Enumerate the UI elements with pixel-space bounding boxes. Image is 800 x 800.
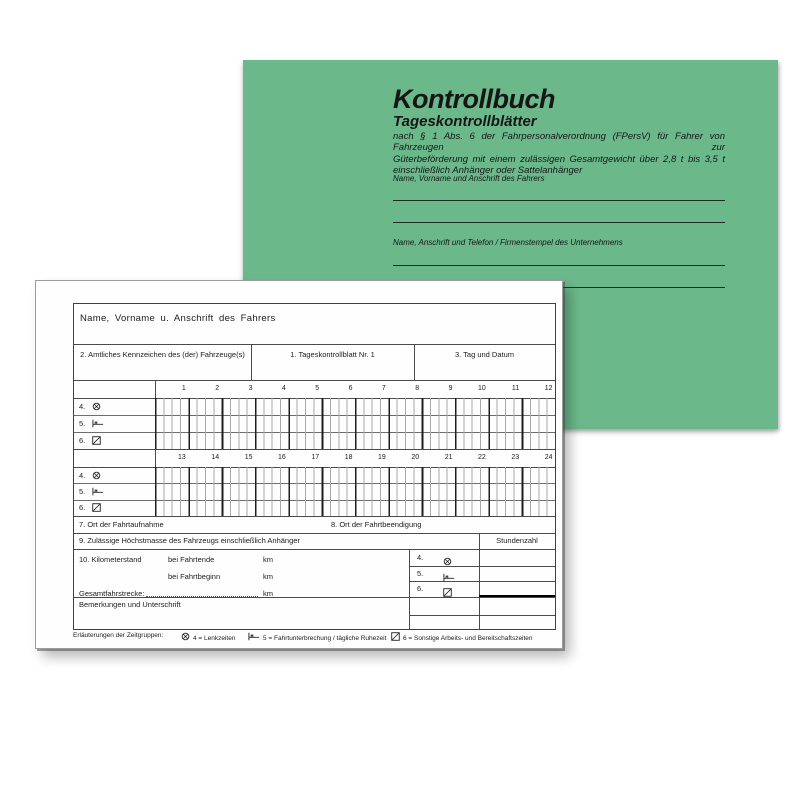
cover-driver-label: Name, Vorname und Anschrift des Fahrers [393,174,545,183]
time-row-label [74,483,155,499]
time-row-number: 5. [79,486,86,496]
time-row-number: 4. [79,470,86,480]
hour-tick-label: 6 [348,385,353,392]
hour-tick-label: 3 [248,385,253,392]
cover-description [393,131,725,177]
odometer-field-label: 10. Kilometerstand [79,555,142,564]
hour-tick-label: 14 [211,454,220,461]
hour-tick-label: 12 [544,385,553,392]
hour-tick-label: 23 [511,454,520,461]
time-row-number: 6. [79,503,86,513]
crossed-square-icon [391,632,400,641]
trip-start-field-label: 7. Ort der Fahrtaufnahme [79,520,164,529]
cover-description-line: Güterbeförderung mit einem zulässigen Gesamtgewicht über 2,8 t bis 3,5 t [393,153,725,165]
time-grid-pm [155,467,555,516]
daily-control-sheet [35,280,563,649]
bed-icon [248,632,260,641]
time-row-number: 6. [79,436,86,445]
legend-item: 6 = Sonstige Arbeits- und Bereitschaftszeiten [391,632,533,642]
hour-tick-label: 19 [378,454,386,461]
bed-icon [92,419,104,428]
steering-wheel-icon [92,402,101,411]
hour-tick-label: 21 [444,454,453,461]
driver-name-field-label: Name, Vorname u. Anschrift des Fahrers [80,313,276,324]
hour-tick-label: 10 [478,385,486,392]
time-row-number: 6. [417,584,424,593]
legend-title: Erläuterungen der Zeitgruppen: [73,632,164,639]
steering-wheel-icon [181,632,190,641]
hour-tick-label: 18 [344,454,353,461]
crossed-square-icon [92,503,101,512]
km-unit: km [263,555,273,564]
signature-line [393,265,725,266]
hour-tick-label: 7 [381,385,386,392]
hour-tick-label: 17 [311,454,320,461]
hour-tick-label: 13 [178,454,186,461]
legend-item: 4 = Lenkzeiten [181,632,235,642]
hour-tick-label: 20 [411,454,420,461]
signature-line [393,200,725,201]
time-row-number: 4. [79,402,86,411]
time-row-label [74,398,155,415]
km-unit: km [263,589,273,598]
form-table [73,303,556,630]
odometer-end-label: bei Fahrtende [168,555,215,564]
signature-line [393,222,725,223]
hours-total-header: Stundenzahl [496,536,538,545]
date-field-label: 3. Tag und Datum [454,350,515,359]
legend-item: 5 = Fahrtunterbrechung / tägliche Ruhezeit [248,632,386,642]
total-distance-label: Gesamtfahrstrecke: [79,589,145,598]
hour-tick-label: 4 [281,385,286,392]
hour-tick-label: 5 [315,385,320,392]
time-grid-am [155,398,555,449]
fill-in-line [146,589,258,597]
max-mass-field-label: 9. Zulässige Höchstmasse des Fahrzeugs einschließlich Anhänger [79,536,300,545]
hour-tick-label: 22 [478,454,486,461]
cover-title: Kontrollbuch [393,84,555,114]
time-row-label [74,415,155,432]
time-row-labels-am [74,398,155,449]
crossed-square-icon [92,436,101,445]
odometer-begin-label: bei Fahrtbeginn [168,572,221,581]
time-row-number: 5. [79,419,86,428]
hour-scale-pm [155,449,555,467]
hour-tick-label: 9 [448,385,453,392]
trip-end-field-label: 8. Ort der Fahrtbeendigung [331,520,422,529]
crossed-square-icon [443,584,452,602]
time-row-number: 5. [417,569,424,578]
cover-subtitle: Tageskontrollblätter [393,113,537,130]
hour-tick-label: 8 [415,385,420,392]
cover-description-line: nach § 1 Abs. 6 der Fahrpersonalverordnung (FPersV) für Fahrer von Fahrzeugen zur [393,131,725,154]
cover-description-line: einschließlich Anhänger oder Sattelanhänger [393,165,583,177]
sheet-number-field-label: 1. Tageskontrollblatt Nr. 1 [290,350,375,359]
time-group-legend [73,632,554,644]
remarks-field-label: Bemerkungen und Unterschrift [79,600,181,609]
total-sum-rule [479,595,555,597]
hour-tick-label: 1 [181,385,186,392]
time-row-number: 4. [417,553,424,562]
hour-tick-label: 15 [244,454,253,461]
cover-company-label: Name, Anschrift und Telefon / Firmenstempel des Unternehmens [393,238,623,247]
vehicle-plate-field-label: 2. Amtliches Kennzeichen des (der) Fahrzeuge(s) [80,350,245,359]
bed-icon [92,487,104,496]
steering-wheel-icon [92,471,101,480]
hour-tick-label: 11 [511,385,520,392]
hour-tick-label: 2 [215,385,220,392]
hour-scale-am [155,380,555,398]
time-row-label [74,432,155,449]
time-row-label [74,500,155,516]
time-row-labels-pm [74,467,155,516]
hour-tick-label: 24 [544,454,553,461]
hour-tick-label: 16 [278,454,286,461]
km-unit: km [263,572,273,581]
time-row-label [74,467,155,483]
